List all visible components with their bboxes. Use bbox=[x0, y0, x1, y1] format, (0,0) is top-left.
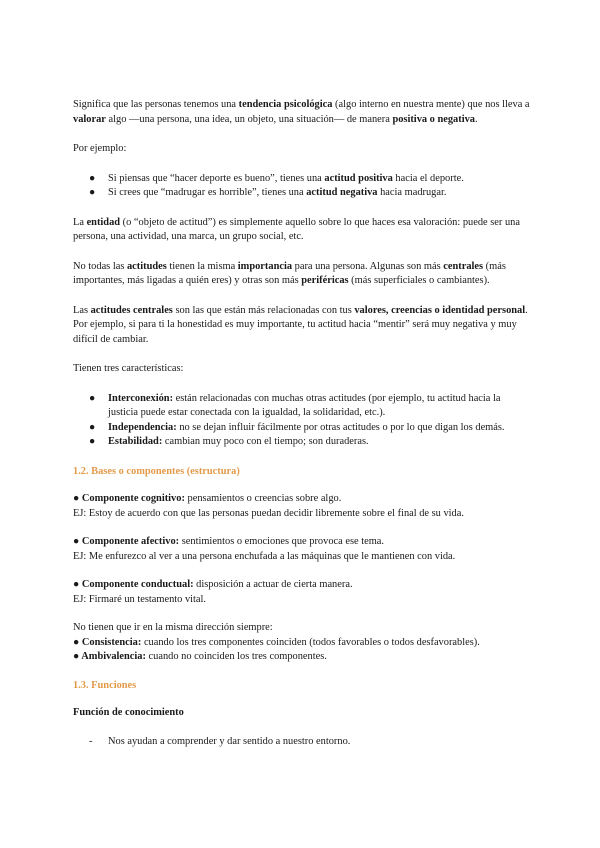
bold-run: ● Componente cognitivo: bbox=[73, 493, 185, 504]
component-line bbox=[73, 492, 533, 507]
text-run: (algo interno en nuestra mente) que nos lleva a bbox=[332, 99, 530, 110]
section-heading-1-3: 1.3. Funciones bbox=[73, 679, 137, 691]
bullet-icon: ● bbox=[89, 172, 96, 184]
bold-run: valorar bbox=[73, 113, 106, 125]
text-run: Nos ayudan a comprender y dar sentido a nuestro entorno. bbox=[108, 735, 351, 747]
text-run: no se dejan influir fácilmente por otras actitudes o por lo que digan los demás. bbox=[176, 421, 505, 433]
list-item bbox=[73, 421, 533, 436]
list-item bbox=[73, 392, 533, 421]
text-run: sentimientos o emociones que provoca ese tema. bbox=[179, 536, 384, 547]
bold-run: ● Componente afectivo: bbox=[73, 536, 180, 547]
bold-run: ● Componente conductual: bbox=[73, 579, 194, 590]
direction-item bbox=[73, 650, 533, 665]
document-page bbox=[73, 98, 533, 749]
text-run: tienen la misma bbox=[166, 260, 238, 272]
bullet-icon: ● bbox=[89, 421, 96, 433]
text-run: (más superficiales o cambiantes). bbox=[348, 275, 490, 286]
text-run: están relacionadas con muchas otras actitudes (por ejemplo, tu actitud hacia la justicia puede estar conectada con la igualdad, la solidaridad, etc.). bbox=[108, 392, 501, 418]
text-run: Significa que las personas tenemos una bbox=[73, 99, 239, 110]
text-run: Las bbox=[73, 304, 91, 316]
text-run: Si piensas que “hacer deporte es bueno”, tienes una bbox=[108, 172, 325, 184]
bold-run: tendencia psicológica bbox=[238, 99, 333, 110]
subheading-knowledge-function bbox=[73, 706, 533, 721]
component-example: EJ: Me enfurezco al ver a una persona enchufada a las máquinas que le mantienen con vida. bbox=[73, 550, 456, 562]
list-item bbox=[73, 186, 533, 201]
list-item bbox=[73, 435, 533, 450]
list-item bbox=[73, 172, 533, 187]
direction-block bbox=[73, 621, 533, 665]
bold-run: Interconexión: bbox=[108, 392, 174, 404]
paragraph-characteristics-intro: Tienen tres características: bbox=[73, 363, 184, 374]
component-cognitive bbox=[73, 492, 533, 521]
bold-run: ● Consistencia: bbox=[73, 636, 142, 648]
bold-run: positiva o negativa bbox=[392, 113, 475, 125]
text-run: . Por ejemplo, si para ti la honestidad es muy importante, tu actitud hacia “mentir” será muy negativa y muy difícil de cambiar. bbox=[73, 304, 528, 345]
text-run: cuando no coinciden los tres componentes. bbox=[145, 651, 327, 662]
text-run: (más importantes, más ligadas a quién eres) y otras son más bbox=[73, 260, 506, 286]
bold-run: centrales bbox=[443, 260, 484, 272]
component-example: EJ: Firmaré un testamento vital. bbox=[73, 593, 207, 605]
traits-list bbox=[73, 392, 533, 450]
paragraph-entity bbox=[73, 216, 533, 245]
text-run: No todas las bbox=[73, 260, 127, 272]
text-run: son las que están más relacionadas con tus bbox=[172, 304, 355, 316]
text-run: para una persona. Algunas son más bbox=[292, 260, 444, 272]
bullet-icon: ● bbox=[89, 436, 96, 447]
component-behavioral bbox=[73, 578, 533, 607]
text-run: hacia el deporte. bbox=[392, 172, 464, 184]
text-run: cambian muy poco con el tiempo; son duraderas. bbox=[162, 436, 369, 447]
paragraph-example-intro: Por ejemplo: bbox=[73, 143, 127, 154]
paragraph-definition bbox=[73, 98, 533, 127]
bold-run: importancia bbox=[237, 260, 293, 272]
bold-run: actitudes bbox=[126, 260, 167, 272]
text-run: cuando los tres componentes coinciden (todos favorables o todos desfavorables). bbox=[141, 636, 480, 648]
bold-run: entidad bbox=[86, 216, 121, 228]
bold-run: periféricas bbox=[301, 275, 349, 286]
list-item bbox=[73, 735, 533, 750]
direction-item bbox=[73, 636, 533, 651]
paragraph-importance bbox=[73, 260, 533, 289]
bullet-icon: ● bbox=[89, 392, 96, 404]
bold-run: actitudes centrales bbox=[90, 304, 173, 316]
direction-intro: No tienen que ir en la misma dirección siempre: bbox=[73, 622, 273, 633]
bold-run: ● Ambivalencia: bbox=[73, 651, 146, 662]
paragraph-central-attitudes bbox=[73, 304, 533, 348]
text-run: . bbox=[475, 113, 478, 125]
example-list bbox=[73, 172, 533, 201]
bullet-icon: ● bbox=[89, 187, 96, 198]
text-run: La bbox=[73, 216, 87, 228]
component-example: EJ: Estoy de acuerdo con que las personas puedan decidir libremente sobre el final de su vida. bbox=[73, 507, 464, 519]
component-line bbox=[73, 578, 533, 593]
text-run: (o “objeto de actitud”) es simplemente aquello sobre lo que haces esa valoración: puede ser una persona, una actividad, una marca, un grupo social, etc. bbox=[73, 216, 520, 242]
bold-run: actitud negativa bbox=[306, 187, 378, 198]
text-run: pensamientos o creencias sobre algo. bbox=[184, 493, 342, 504]
text-run: Si crees que “madrugar es horrible”, tienes una bbox=[108, 187, 307, 198]
bold-run: Independencia: bbox=[108, 421, 177, 433]
text-run: hacia madrugar. bbox=[377, 187, 447, 198]
component-affective bbox=[73, 535, 533, 564]
section-heading-1-2: 1.2. Bases o componentes (estructura) bbox=[73, 465, 240, 477]
dash-marker: - bbox=[89, 735, 93, 747]
bold-run: valores, creencias o identidad personal bbox=[354, 304, 526, 316]
text-run: disposición a actuar de cierta manera. bbox=[193, 579, 353, 590]
bold-run: Función de conocimiento bbox=[73, 707, 184, 718]
bold-run: Estabilidad: bbox=[108, 436, 163, 447]
bold-run: actitud positiva bbox=[324, 172, 393, 184]
component-line bbox=[73, 535, 533, 550]
text-run: algo —una persona, una idea, un objeto, una situación— de manera bbox=[105, 113, 393, 125]
